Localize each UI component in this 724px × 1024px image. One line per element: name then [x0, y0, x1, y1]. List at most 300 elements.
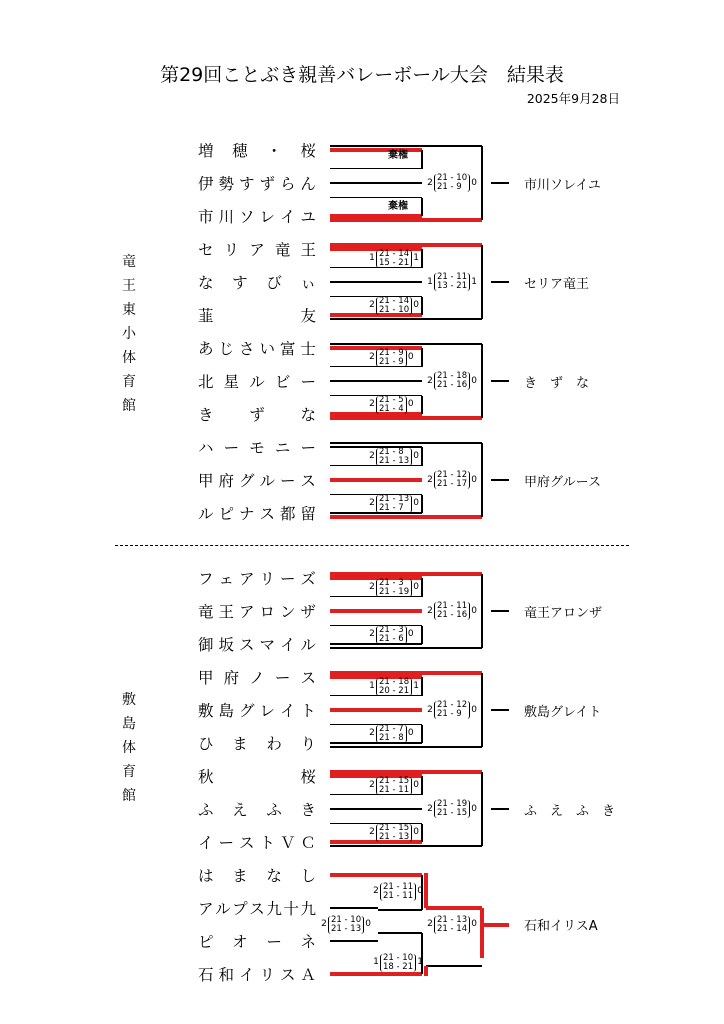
team-name-char: ず — [259, 175, 275, 193]
venue-label-char: 体 — [122, 350, 136, 366]
team-name-char: 北 — [198, 373, 214, 391]
bracket-line — [481, 245, 482, 319]
team-name — [198, 371, 316, 391]
match-score — [368, 579, 420, 597]
team-name-char: ェ — [218, 570, 234, 588]
team-name-char: ひ — [198, 735, 214, 753]
team-name-char: ま — [232, 735, 248, 753]
sets-won-left: 2 — [427, 704, 433, 715]
set-score: 21 - 12 — [437, 700, 468, 710]
winner-path-line — [330, 708, 422, 712]
team-name-char: ピ — [218, 505, 234, 523]
group-winner: セリア竜王 — [524, 276, 590, 292]
result-dash — [491, 182, 509, 183]
venue-label-char: 館 — [122, 788, 136, 804]
team-name-char: 増 — [198, 142, 214, 160]
venue-label-char: 東 — [122, 302, 136, 318]
bracket-line — [481, 344, 482, 418]
team-name-char: 十 — [283, 900, 299, 918]
set-score: 21 - 16 — [437, 380, 468, 390]
set-scores — [376, 725, 407, 743]
match-score — [368, 297, 420, 315]
team-name-char: ー — [279, 472, 296, 490]
set-scores — [376, 297, 412, 315]
set-scores — [376, 824, 412, 842]
team-name — [198, 667, 316, 687]
result-dash — [491, 610, 509, 611]
team-name — [198, 239, 316, 259]
sets-won-right: 1 — [417, 957, 423, 967]
team-name-char: グ — [238, 702, 255, 720]
team-name-char: 桜 — [300, 768, 316, 786]
set-score: 21 - 7 — [379, 723, 404, 734]
team-name-char: 秋 — [198, 768, 214, 786]
set-score: 21 - 6 — [379, 633, 404, 644]
bracket-line — [330, 746, 482, 747]
set-scores — [434, 174, 470, 192]
venue-label-char: 王 — [122, 278, 136, 294]
team-name-char: ル — [300, 636, 316, 654]
team-name — [198, 733, 316, 753]
venue-label-char: 竜 — [122, 254, 136, 270]
bracket-line — [330, 380, 422, 381]
set-score: 21 - 15 — [437, 808, 468, 818]
venue-label-char: 館 — [122, 398, 136, 414]
bracket-line — [330, 940, 378, 941]
set-scores — [376, 250, 412, 268]
set-scores — [434, 602, 470, 620]
team-name-char: レ — [259, 702, 275, 720]
team-name-char: グ — [238, 472, 255, 490]
set-score: 21 - 17 — [437, 479, 468, 489]
team-name-char: 坂 — [218, 636, 234, 654]
match-score — [426, 273, 478, 291]
bracket-line — [330, 318, 482, 319]
team-name-char: 桜 — [300, 142, 316, 160]
sets-won-right: 0 — [413, 300, 419, 310]
team-name-char: 九 — [266, 900, 282, 918]
team-name-char: 友 — [300, 307, 316, 325]
bracket-line — [330, 442, 482, 443]
team-name — [198, 898, 316, 918]
team-name-char: き — [198, 406, 214, 424]
team-name-char: イ — [279, 636, 296, 654]
bracket-line — [421, 249, 422, 268]
team-name-char: 星 — [223, 373, 240, 391]
set-score: 21 - 10 — [379, 304, 410, 315]
winner-path-line — [330, 243, 482, 247]
set-score: 21 - 12 — [437, 470, 468, 480]
team-name-char: 韮 — [198, 307, 214, 325]
team-name-char: Ｖ — [279, 834, 296, 852]
team-name-char: 九 — [300, 900, 316, 918]
sets-won-right: 1 — [413, 253, 419, 263]
set-score: 21 - 11 — [437, 272, 468, 282]
bracket-line — [330, 647, 482, 648]
team-name-char: な — [266, 867, 282, 885]
sets-won-left: 2 — [427, 605, 433, 616]
set-score: 21 - 8 — [379, 446, 404, 457]
bracket-line — [330, 168, 422, 169]
team-name-char: ん — [300, 175, 316, 193]
team-name — [198, 404, 316, 424]
winner-path-line — [330, 572, 482, 576]
match-score — [368, 349, 415, 367]
team-name-char: ー — [279, 570, 296, 588]
team-name-char: ト — [300, 702, 316, 720]
sets-won-right: 0 — [417, 886, 423, 896]
group-winner: ふ え ふ き — [524, 803, 616, 819]
team-name-char: リ — [223, 241, 240, 259]
set-score: 21 - 11 — [437, 601, 468, 611]
sets-won-right: 0 — [413, 780, 419, 790]
group-winner: き ず な — [524, 375, 590, 391]
team-name-char: わ — [266, 735, 282, 753]
match-score — [426, 602, 478, 620]
team-name-char: セ — [198, 241, 214, 259]
team-name-char: ハ — [198, 439, 214, 457]
team-name — [198, 568, 316, 588]
match-score — [372, 954, 424, 972]
set-scores — [380, 954, 416, 972]
team-name — [198, 865, 316, 885]
set-score: 18 - 21 — [383, 961, 414, 972]
team-name — [198, 206, 316, 226]
team-name-char: 石 — [198, 966, 214, 984]
team-name-char: ア — [249, 241, 265, 259]
event-date: 2025年9月28日 — [526, 91, 620, 106]
bracket-line — [421, 348, 422, 367]
winner-path-line — [330, 148, 422, 152]
sets-won-right: 0 — [471, 803, 477, 814]
team-name-char: 敷 — [198, 702, 214, 720]
group-winner: 市川ソレイユ — [524, 177, 601, 193]
sets-won-right: 0 — [471, 704, 477, 715]
team-name-char: ー — [266, 933, 282, 951]
sets-won-left: 1 — [369, 681, 375, 691]
set-score: 21 - 13 — [379, 831, 410, 842]
winner-path-line — [330, 478, 422, 482]
sets-won-right: 0 — [407, 399, 414, 409]
set-scores — [376, 349, 407, 367]
team-name-char: ー — [218, 834, 234, 852]
team-name-char: ふ — [266, 801, 282, 819]
bracket-line — [330, 845, 482, 846]
team-name — [198, 140, 316, 160]
sets-won-right: 0 — [365, 919, 371, 929]
team-name — [198, 305, 316, 325]
team-name-char: マ — [259, 636, 275, 654]
winner-path-line — [426, 906, 482, 910]
section-divider — [115, 545, 629, 546]
bracket-line — [421, 725, 422, 744]
team-name-char: ス — [300, 472, 316, 490]
bracket-line — [481, 146, 482, 220]
team-name-char: あ — [198, 340, 214, 358]
match-score — [368, 824, 420, 842]
winner-path-line — [424, 966, 428, 976]
team-name-char: 竜 — [198, 603, 214, 621]
sets-won-left: 1 — [373, 957, 379, 967]
group-winner: 竜王アロンザ — [524, 605, 603, 621]
group-winner: 甲府グルース — [524, 474, 601, 490]
sets-won-right: 0 — [413, 498, 419, 508]
match-score — [368, 495, 420, 513]
bracket-line — [330, 182, 422, 183]
team-name-char: ニ — [274, 439, 291, 457]
team-name-char: ー — [300, 439, 316, 457]
sets-won-left: 2 — [369, 300, 375, 310]
bracket-line — [330, 197, 422, 198]
team-name — [198, 634, 316, 654]
winner-path-line — [330, 609, 422, 613]
bracket-line — [481, 772, 482, 846]
set-score: 21 - 10 — [437, 173, 468, 183]
team-name-char: 府 — [218, 472, 234, 490]
set-score: 21 - 3 — [379, 624, 404, 635]
sets-won-right: 0 — [413, 451, 419, 461]
team-name-char: ザ — [300, 603, 316, 621]
sets-won-right: 1 — [471, 276, 477, 287]
team-name-char: リ — [259, 966, 275, 984]
winner-path-line — [424, 873, 428, 908]
team-name — [198, 832, 316, 852]
group-winner: 石和イリスA — [524, 919, 598, 934]
set-scores — [380, 883, 416, 901]
winner-path-line — [330, 515, 482, 519]
team-name — [198, 272, 316, 292]
venue-label-char: 敷 — [122, 692, 136, 708]
team-name-char: 穂 — [232, 142, 248, 160]
venue-label-char: 育 — [122, 764, 136, 780]
set-scores — [434, 916, 470, 934]
bracket-line — [421, 578, 422, 597]
set-scores — [376, 448, 412, 466]
sets-won-right: 0 — [407, 629, 414, 639]
winner-path-line — [330, 873, 422, 877]
set-score: 21 - 11 — [383, 890, 414, 901]
team-name-char: ル — [198, 505, 214, 523]
sets-won-left: 2 — [369, 498, 375, 508]
set-score: 21 - 18 — [379, 676, 410, 687]
sets-won-right: 0 — [407, 352, 414, 362]
sets-won-left: 2 — [369, 582, 375, 592]
match-score — [368, 725, 415, 743]
winner-path-line — [482, 923, 509, 927]
result-dash — [491, 808, 509, 809]
set-score: 21 - 11 — [379, 784, 410, 795]
team-name-char: き — [300, 801, 316, 819]
team-name-char: ル — [259, 472, 275, 490]
match-score — [368, 448, 420, 466]
team-name-char: ト — [259, 834, 275, 852]
team-name-char: じ — [218, 340, 234, 358]
team-name-char: 川 — [218, 208, 234, 226]
match-score — [426, 916, 478, 934]
team-name-char: ぃ — [300, 274, 316, 292]
team-name-char: ア — [198, 900, 214, 918]
sets-won-left: 2 — [369, 827, 375, 837]
winner-path-line — [330, 972, 422, 976]
team-name-char: 市 — [198, 208, 214, 226]
team-name-char: 勢 — [218, 175, 234, 193]
sets-won-left: 2 — [373, 886, 379, 896]
set-score: 21 - 10 — [383, 952, 414, 963]
set-scores — [376, 579, 412, 597]
team-name-char: ス — [249, 900, 265, 918]
bracket-line — [378, 932, 422, 933]
team-name-char: 富 — [279, 340, 296, 358]
forfeit-label: 棄権 — [388, 200, 408, 212]
sets-won-left: 2 — [427, 919, 433, 929]
result-dash — [491, 281, 509, 282]
sets-won-right: 0 — [471, 375, 477, 386]
winner-path-line — [330, 770, 482, 774]
team-name-char: 竜 — [274, 241, 291, 259]
set-score: 21 - 4 — [379, 403, 404, 414]
bracket-line — [421, 396, 422, 415]
team-name-char: ま — [232, 867, 248, 885]
sets-won-left: 2 — [427, 375, 433, 386]
set-scores — [376, 495, 412, 513]
match-score — [320, 916, 372, 934]
set-score: 21 - 14 — [437, 923, 468, 934]
winner-path-line — [330, 671, 482, 675]
team-name-char: ル — [249, 373, 265, 391]
sets-won-right: 0 — [471, 919, 477, 929]
team-name-char: ス — [259, 505, 275, 523]
team-name-char: フ — [198, 570, 214, 588]
set-score: 21 - 9 — [379, 347, 404, 358]
team-name-char: モ — [249, 439, 265, 457]
sets-won-right: 0 — [471, 474, 477, 485]
team-name-char: 府 — [223, 669, 240, 687]
bracket-line — [421, 447, 422, 466]
set-score: 20 - 21 — [379, 685, 410, 696]
sets-won-right: 0 — [471, 605, 477, 616]
team-name-char: ・ — [266, 142, 282, 160]
team-name-char: ら — [279, 175, 296, 193]
team-name-char: び — [266, 274, 282, 292]
team-name — [198, 931, 316, 951]
team-name — [198, 964, 316, 984]
set-score: 21 - 19 — [379, 586, 410, 597]
team-name-char: 和 — [218, 966, 234, 984]
team-name-char: な — [300, 406, 316, 424]
team-name-char: ー — [274, 669, 291, 687]
set-score: 21 - 14 — [379, 248, 410, 259]
sets-won-left: 2 — [427, 177, 433, 188]
team-name-char: ず — [249, 406, 265, 424]
bracket-line — [330, 643, 422, 644]
team-name-char: オ — [232, 933, 248, 951]
match-score — [368, 777, 420, 795]
team-name-char: イ — [238, 966, 255, 984]
sets-won-right: 0 — [471, 177, 477, 188]
set-scores — [376, 777, 412, 795]
team-name-char: ス — [279, 966, 296, 984]
team-name-char: ナ — [238, 505, 255, 523]
venue-label — [121, 250, 137, 418]
team-name-char: ソ — [238, 208, 255, 226]
team-name — [198, 766, 316, 786]
sets-won-right: 0 — [413, 582, 419, 592]
team-name-char: し — [300, 867, 316, 885]
team-name-char: イ — [198, 834, 214, 852]
result-dash — [491, 479, 509, 480]
page-title: 第29回ことぶき親善バレーボール大会 結果表 — [160, 64, 564, 86]
team-name — [198, 173, 316, 193]
set-score: 21 - 3 — [379, 577, 404, 588]
bracket-line — [330, 512, 422, 513]
sets-won-left: 2 — [369, 629, 375, 639]
team-name-char: ユ — [300, 208, 316, 226]
set-score: 21 - 13 — [379, 455, 410, 466]
team-name-char: 甲 — [198, 669, 214, 687]
set-score: 21 - 5 — [379, 394, 404, 405]
bracket-line — [481, 574, 482, 648]
team-name-char: レ — [259, 208, 275, 226]
set-score: 15 - 21 — [379, 257, 410, 268]
team-name — [198, 338, 316, 358]
team-name-char: え — [232, 801, 248, 819]
team-name-char: ズ — [300, 570, 316, 588]
match-score — [368, 626, 415, 644]
set-scores — [434, 273, 470, 291]
team-name-char: Ｃ — [300, 834, 316, 852]
team-name-char: す — [232, 274, 248, 292]
team-name-char: ノ — [249, 669, 265, 687]
bracket-line — [421, 776, 422, 795]
sets-won-left: 1 — [427, 276, 433, 287]
group-winner: 敷島グレイト — [524, 704, 602, 720]
team-name-char: 王 — [300, 241, 316, 259]
team-name-char: 士 — [300, 340, 316, 358]
venue-label-char: 小 — [122, 326, 136, 342]
team-name — [198, 799, 316, 819]
sets-won-left: 2 — [369, 399, 375, 409]
sets-won-left: 2 — [321, 919, 327, 929]
team-name-char: Ａ — [300, 966, 316, 984]
winner-path-line — [480, 908, 484, 958]
bracket-line — [481, 673, 482, 747]
set-score: 21 - 19 — [437, 799, 468, 809]
bracket-line — [421, 495, 422, 514]
match-score — [426, 174, 478, 192]
team-name-char: ー — [223, 439, 240, 457]
winner-path-line — [330, 218, 482, 222]
team-name-char: プ — [232, 900, 248, 918]
set-score: 21 - 9 — [437, 182, 462, 192]
match-score — [426, 471, 478, 489]
team-name-char: さ — [238, 340, 255, 358]
team-name — [198, 470, 316, 490]
set-score: 13 - 21 — [437, 281, 468, 291]
match-score — [372, 883, 424, 901]
team-name-char: り — [300, 735, 316, 753]
set-scores — [376, 396, 407, 414]
set-score: 21 - 13 — [331, 923, 362, 934]
sets-won-left: 2 — [369, 451, 375, 461]
bracket-line — [330, 281, 422, 282]
match-score — [368, 396, 415, 414]
set-score: 21 - 13 — [437, 914, 468, 925]
winner-path-line — [330, 416, 482, 420]
set-score: 21 - 16 — [437, 610, 468, 620]
team-name-char: ピ — [198, 933, 214, 951]
team-name-char: ー — [300, 373, 316, 391]
bracket-line — [378, 909, 422, 910]
